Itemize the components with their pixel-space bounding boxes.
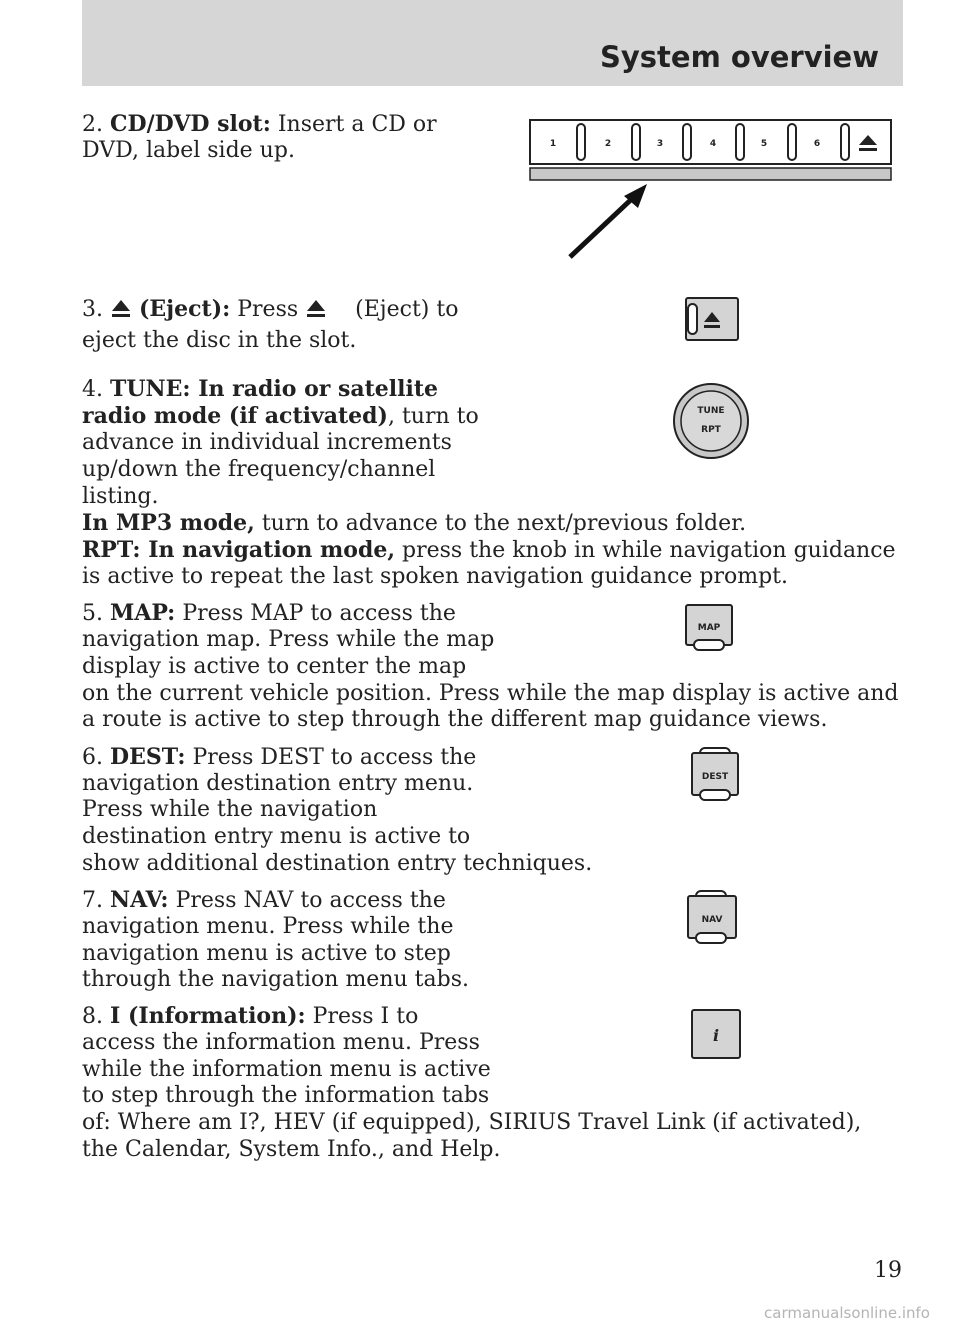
map-line1: 5. MAP: Press MAP to access the (82, 600, 456, 626)
tune-line1: 4. TUNE: In radio or satellite (82, 376, 439, 402)
tune-knob-illustration (671, 381, 751, 461)
map-line5: a route is active to step through the different map guidance views. (82, 707, 828, 732)
eject-line2: eject the disc in the slot. (82, 328, 357, 353)
dest-line4: destination entry menu is active to (82, 824, 471, 849)
knob-tune-label: TUNE (697, 406, 725, 416)
preset-1-label: 1 (549, 139, 557, 149)
info-line6: the Calendar, System Info., and Help. (82, 1137, 501, 1162)
eject-icon (305, 297, 327, 319)
page-number: 19 (874, 1258, 902, 1283)
watermark: carmanualsonline.info (764, 1304, 930, 1322)
map-line2: navigation map. Press while the map (82, 627, 495, 652)
dest-line5: show additional destination entry techniques. (82, 851, 593, 876)
eject-icon (110, 297, 132, 319)
info-button-illustration (690, 1008, 744, 1062)
nav-button-illustration (686, 889, 740, 949)
preset-5-label: 5 (760, 139, 768, 149)
eject-line1: 3. (Eject): Press (Eject) to (82, 296, 459, 322)
mp3-mode-line: In MP3 mode, turn to advance to the next/previous folder. (82, 510, 747, 536)
info-line2: access the information menu. Press (82, 1030, 480, 1055)
tune-line5: listing. (82, 484, 159, 509)
info-line3: while the information menu is active (82, 1057, 491, 1082)
info-line4: to step through the information tabs (82, 1083, 490, 1108)
nav-line1: 7. NAV: Press NAV to access the (82, 887, 446, 913)
nav-line4: through the navigation menu tabs. (82, 967, 469, 992)
page-title: System overview (600, 40, 879, 74)
header-bar (82, 0, 903, 86)
map-button-illustration (684, 603, 736, 653)
preset-2-label: 2 (604, 139, 612, 149)
rpt-line1: RPT: In navigation mode, press the knob in while navigation guidance (82, 537, 896, 563)
knob-rpt-label: RPT (701, 425, 721, 435)
nav-line3: navigation menu is active to step (82, 941, 451, 966)
cd-slot-illustration (528, 118, 894, 263)
map-button-label: MAP (697, 623, 721, 633)
cd-slot-line2: DVD, label side up. (82, 138, 295, 163)
dest-line3: Press while the navigation (82, 797, 378, 822)
info-line1: 8. I (Information): Press I to (82, 1003, 419, 1029)
rpt-line2: is active to repeat the last spoken navigation guidance prompt. (82, 564, 789, 589)
nav-button-label: NAV (701, 915, 723, 925)
tune-line2: radio mode (if activated), turn to (82, 403, 479, 429)
tune-line3: advance in individual increments (82, 430, 452, 455)
tune-line4: up/down the frequency/channel (82, 457, 436, 482)
nav-line2: navigation menu. Press while the (82, 914, 454, 939)
eject-button-illustration (684, 296, 740, 344)
info-line5: of: Where am I?, HEV (if equipped), SIRIUS Travel Link (if activated), (82, 1110, 862, 1135)
dest-line2: navigation destination entry menu. (82, 771, 474, 796)
dest-button-illustration (690, 746, 742, 806)
preset-3-label: 3 (656, 139, 664, 149)
preset-6-label: 6 (813, 139, 821, 149)
cd-slot-line1: 2. CD/DVD slot: Insert a CD or (82, 111, 437, 137)
preset-4-label: 4 (709, 139, 717, 149)
map-line3: display is active to center the map (82, 654, 467, 679)
dest-line1: 6. DEST: Press DEST to access the (82, 744, 477, 770)
map-line4: on the current vehicle position. Press while the map display is active and (82, 681, 899, 706)
dest-button-label: DEST (701, 772, 729, 782)
disc-slot (530, 168, 891, 180)
info-icon: i (712, 1026, 720, 1045)
